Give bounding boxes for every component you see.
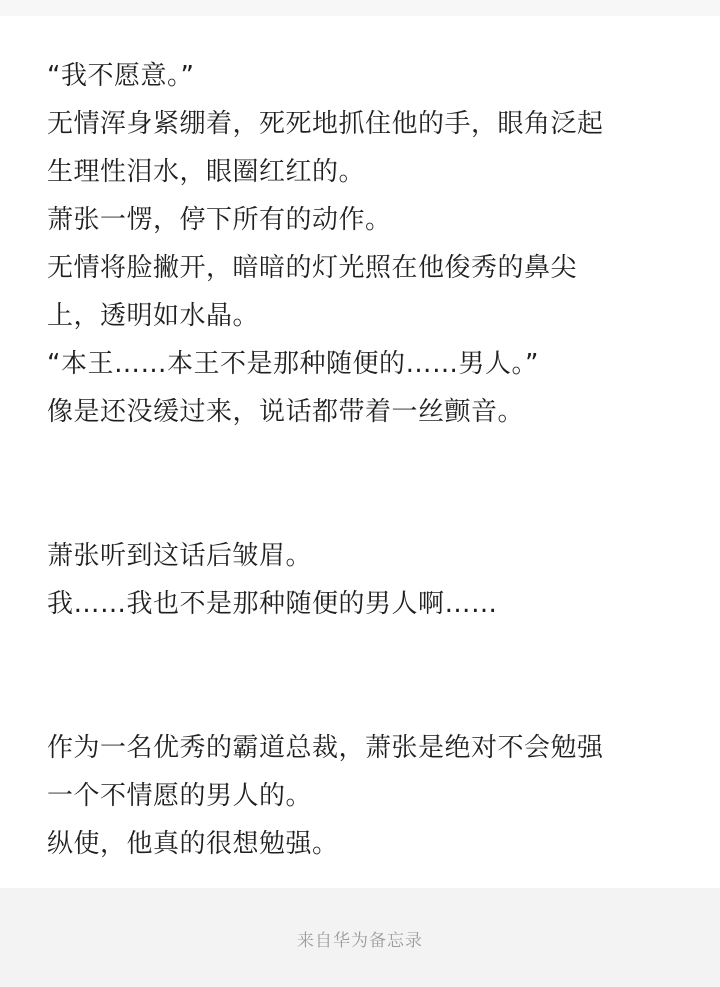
note-line: 生理性泪水，眼圈红红的。: [47, 157, 366, 187]
footer: [0, 888, 720, 987]
note-paragraph: [47, 724, 687, 868]
paragraph-gap: [47, 436, 687, 532]
note-line: “本王……本王不是那种随便的……男人。”: [47, 349, 539, 379]
note-line: “我不愿意。”: [47, 61, 195, 91]
note-line: 无情将脸撇开，暗暗的灯光照在他俊秀的鼻尖: [47, 253, 578, 283]
note-line: 无情浑身紧绷着，死死地抓住他的手，眼角泛起: [47, 109, 604, 139]
note-body: [47, 52, 687, 868]
note-paragraph: [47, 532, 687, 628]
note-line: 像是还没缓过来，说话都带着一丝颤音。: [47, 397, 525, 427]
note-line: 一个不情愿的男人的。: [47, 781, 313, 811]
note-card: [0, 16, 720, 888]
note-line: 上，透明如水晶。: [47, 301, 260, 331]
note-line: 萧张一愣，停下所有的动作。: [47, 205, 392, 235]
note-line: 作为一名优秀的霸道总裁，萧张是绝对不会勉强: [47, 733, 604, 763]
paragraph-gap: [47, 628, 687, 724]
note-paragraph: [47, 52, 687, 436]
note-line: 萧张听到这话后皱眉。: [47, 541, 313, 571]
source-label: 来自华为备忘录: [297, 931, 423, 951]
note-line: 纵使，他真的很想勉强。: [47, 829, 339, 859]
note-line: 我……我也不是那种随便的男人啊……: [47, 589, 498, 619]
